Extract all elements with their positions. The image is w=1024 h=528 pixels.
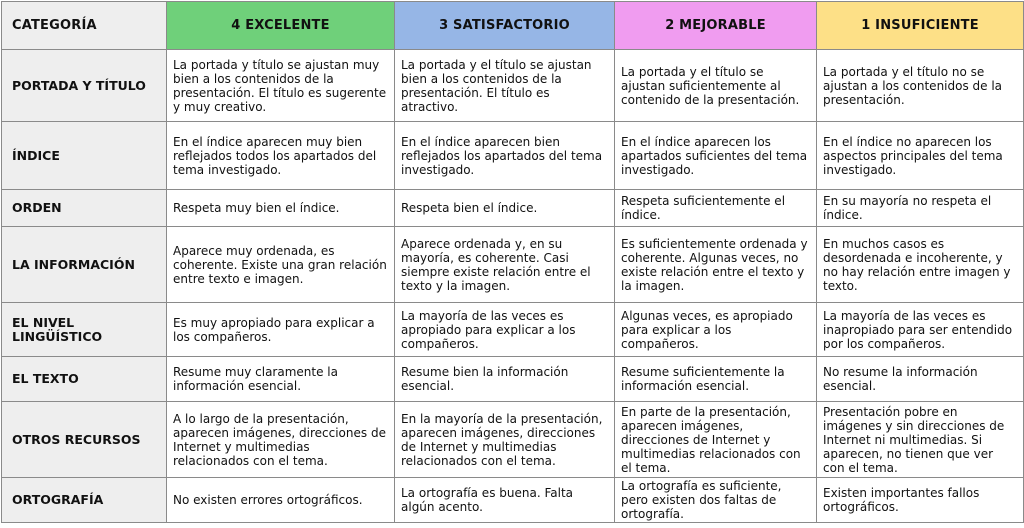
row-category: OTROS RECURSOS: [2, 402, 167, 478]
cell-level-4: En el índice aparecen muy bien reflejados todos los apartados del tema investigado.: [167, 122, 395, 190]
table-row: [2, 402, 1024, 478]
cell-level-2: En el índice aparecen los apartados suficientes del tema investigado.: [615, 122, 817, 190]
table-row: [2, 357, 1024, 402]
cell-level-3: En la mayoría de la presentación, aparecen imágenes, direcciones de Internet y multimedias relacionados con el tema.: [395, 402, 615, 478]
cell-level-4: Es muy apropiado para explicar a los compañeros.: [167, 303, 395, 357]
category-column-header: CATEGORÍA: [2, 2, 167, 50]
cell-level-4: A lo largo de la presentación, aparecen imágenes, direcciones de Internet y multimedias relacionados con el tema.: [167, 402, 395, 478]
table-row: [2, 478, 1024, 523]
row-category: LA INFORMACIÓN: [2, 227, 167, 303]
level-4-header: 4 EXCELENTE: [167, 2, 395, 50]
cell-level-3: Aparece ordenada y, en su mayoría, es coherente. Casi siempre existe relación entre el texto y la imagen.: [395, 227, 615, 303]
cell-level-2: Respeta suficientemente el índice.: [615, 190, 817, 227]
table-row: [2, 190, 1024, 227]
level-3-header: 3 SATISFACTORIO: [395, 2, 615, 50]
cell-level-3: Resume bien la información esencial.: [395, 357, 615, 402]
cell-level-1: En muchos casos es desordenada e incoherente, y no hay relación entre imagen y texto.: [817, 227, 1024, 303]
row-category: EL NIVEL LINGÜÍSTICO: [2, 303, 167, 357]
table-row: [2, 227, 1024, 303]
table-row: [2, 50, 1024, 122]
cell-level-1: En su mayoría no respeta el índice.: [817, 190, 1024, 227]
cell-level-3: La ortografía es buena. Falta algún acento.: [395, 478, 615, 523]
cell-level-1: No resume la información esencial.: [817, 357, 1024, 402]
cell-level-2: La ortografía es suficiente, pero existen dos faltas de ortografía.: [615, 478, 817, 523]
row-category: ORDEN: [2, 190, 167, 227]
cell-level-1: Presentación pobre en imágenes y sin direcciones de Internet ni multimedias. Si aparecen, no tienen que ver con el tema.: [817, 402, 1024, 478]
cell-level-2: Resume suficientemente la información esencial.: [615, 357, 817, 402]
cell-level-2: Es suficientemente ordenada y coherente. Algunas veces, no existe relación entre el texto y la imagen.: [615, 227, 817, 303]
cell-level-1: En el índice no aparecen los aspectos principales del tema investigado.: [817, 122, 1024, 190]
cell-level-4: La portada y título se ajustan muy bien a los contenidos de la presentación. El título es sugerente y muy creativo.: [167, 50, 395, 122]
cell-level-3: La mayoría de las veces es apropiado para explicar a los compañeros.: [395, 303, 615, 357]
table-row: [2, 303, 1024, 357]
cell-level-4: Resume muy claramente la información esencial.: [167, 357, 395, 402]
cell-level-1: La portada y el título no se ajustan a los contenidos de la presentación.: [817, 50, 1024, 122]
cell-level-3: En el índice aparecen bien reflejados los apartados del tema investigado.: [395, 122, 615, 190]
cell-level-2: Algunas veces, es apropiado para explicar a los compañeros.: [615, 303, 817, 357]
cell-level-2: En parte de la presentación, aparecen imágenes, direcciones de Internet y multimedias relacionados con el tema.: [615, 402, 817, 478]
cell-level-4: Respeta muy bien el índice.: [167, 190, 395, 227]
table-row: [2, 122, 1024, 190]
cell-level-1: La mayoría de las veces es inapropiado para ser entendido por los compañeros.: [817, 303, 1024, 357]
header-row: [2, 2, 1024, 50]
rubric-table: [1, 1, 1024, 523]
cell-level-1: Existen importantes fallos ortográficos.: [817, 478, 1024, 523]
cell-level-4: Aparece muy ordenada, es coherente. Existe una gran relación entre texto e imagen.: [167, 227, 395, 303]
row-category: PORTADA Y TÍTULO: [2, 50, 167, 122]
level-1-header: 1 INSUFICIENTE: [817, 2, 1024, 50]
cell-level-2: La portada y el título se ajustan suficientemente al contenido de la presentación.: [615, 50, 817, 122]
cell-level-3: La portada y el título se ajustan bien a los contenidos de la presentación. El título es atractivo.: [395, 50, 615, 122]
row-category: ÍNDICE: [2, 122, 167, 190]
level-2-header: 2 MEJORABLE: [615, 2, 817, 50]
cell-level-4: No existen errores ortográficos.: [167, 478, 395, 523]
cell-level-3: Respeta bien el índice.: [395, 190, 615, 227]
row-category: EL TEXTO: [2, 357, 167, 402]
row-category: ORTOGRAFÍA: [2, 478, 167, 523]
